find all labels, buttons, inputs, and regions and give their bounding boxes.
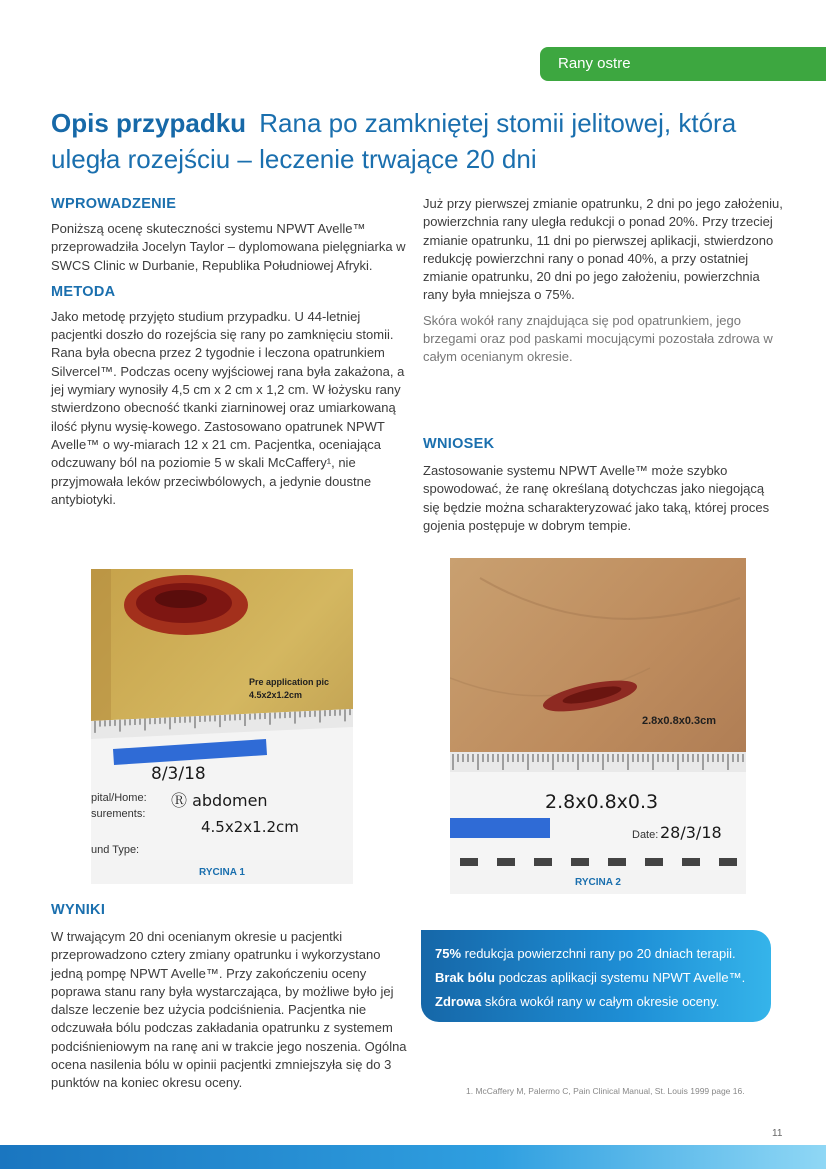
intro-heading: WPROWADZENIE (51, 196, 177, 212)
figure-2-label: 2.8x0.8x0.3cm (642, 715, 717, 727)
method-heading: METODA (51, 283, 116, 300)
summary-box (421, 930, 771, 1022)
figure-2-date-label: Date: (632, 829, 659, 841)
title-strong: Opis przypadku (51, 108, 247, 138)
conclusion-section (423, 436, 783, 535)
results-text: W trwającym 20 dni ocenianym okresie u pacjentki przeprowadzono cztery zmiany opatrunku i wykorzystano jedną pompę NPWT Avelle™. Przy zakończeniu oceny poprawa stanu rany była wystarczająca, by możliwe było jej dalsze leczenie bez użycia podciśnienia. Pacjentka nie odczuwała bólu podczas zakładania opatrunku z systemem podciśnieniowym na ranę ani w trakcie jego noszenia. Ogólna ocena nasilenia bólu w opinii pacjentki zmniejszyła się do 3 punktów na koniec okresu oceny. (51, 929, 407, 1091)
figure-2-caption: RYCINA 2 (575, 877, 621, 888)
ruler-block (608, 858, 626, 866)
summary-line-2-rest: podczas aplikacji systemu NPWT Avelle™. (494, 970, 746, 985)
bottom-gradient-bar (0, 1145, 826, 1169)
summary-line-3 (435, 990, 757, 1014)
summary-line-2-strong: Brak bólu (435, 970, 495, 985)
results-section (51, 902, 411, 1093)
ruler-block (682, 858, 700, 866)
results-progress-text: Już przy pierwszej zmianie opatrunku, 2 dni po jego założeniu, powierzchnia rany uległa redukcji o ponad 20%. Przy trzeciej zmianie opatrunku, 11 dni po pierwszej aplikacji, stwierdzono redukcję powierzchni rany o ponad 40%, a przy ostatniej zmianie opatrunku, 20 dni po jego założeniu, powierzchnia rany była mniejsza o 75%. (423, 196, 783, 303)
left-column-top (51, 196, 411, 509)
results-heading: WYNIKI (51, 902, 106, 918)
figure-1-form-line-2: surements: (91, 808, 146, 820)
skin-text: Skóra wokół rany znajdująca się pod opatrunkiem, jego brzegami oraz pod paskami mocującymi pozostała zdrowa w całym ocenianym okresie. (423, 312, 773, 365)
right-column-top (423, 195, 783, 367)
figure-1-form-line-1: pital/Home: (91, 792, 147, 804)
figure-1-label-2: 4.5x2x1.2cm (249, 690, 303, 700)
figure-1 (91, 569, 353, 884)
ruler-block (645, 858, 663, 866)
method-text: Jako metodę przyjęto studium przypadku. U 44-letniej pacjentki doszło do rozejścia się rany po zamknięciu stomii. Rana była obecna przez 2 tygodnie i leczona opatrunkiem Silvercel™. Podczas oceny wyjściowej rana była zakażona, a jej wymiary wynosiły 4,5 cm x 2 cm x 1,2 cm. W łożysku rany stwierdzono obecność tkanki ziarninowej oraz umiarkowaną ilość płynu wysię-kowego. Zastosowano opatrunek NPWT Avelle™ o wy-miarach 12 x 21 cm. Pacjentka, oceniająca odczuwany ból na poziomie 5 w skali McCaffery¹, nie przyjmowała leków przeciwbólowych, a jedynie doustne antybiotyki. (51, 308, 405, 507)
conclusion-text: Zastosowanie systemu NPWT Avelle™ może szybko spowodować, że ranę określaną dotychczas jako niegojącą się będzie można scharakteryzować jako taką, której proces gojenia postępuje w dobrym tempie. (423, 463, 770, 533)
section-tag: Rany ostre (540, 47, 826, 81)
figure-1-form-line-2-value: 4.5x2x1.2cm (201, 818, 299, 836)
summary-line-2 (435, 966, 757, 990)
figure-1-date: 8/3/18 (151, 764, 206, 784)
summary-line-3-strong: Zdrowa (435, 994, 482, 1009)
page-number: 11 (772, 1128, 783, 1139)
footnote: 1. McCaffery M, Palermo C, Pain Clinical Manual, St. Louis 1999 page 16. (466, 1086, 745, 1096)
figure-1-photo (91, 569, 353, 860)
summary-line-1 (435, 942, 757, 966)
figure-1-caption: RYCINA 1 (199, 867, 245, 878)
ruler-block (460, 858, 478, 866)
title-rest: Rana po zamkniętej stomii jelitowej, która uległa rozejściu – leczenie trwające 20 dni (51, 108, 737, 174)
ruler-block (497, 858, 515, 866)
ruler-block (719, 858, 737, 866)
figure-1-label-1: Pre application pic (249, 677, 330, 687)
figure-1-form-line-3: und Type: (91, 844, 140, 856)
summary-line-1-rest: redukcja powierzchni rany po 20 dniach terapii. (461, 946, 736, 961)
intro-text: Poniższą ocenę skuteczności systemu NPWT Avelle™ przeprowadziła Jocelyn Taylor – dyplomowana pielęgniarka w SWCS Clinic w Durbanie, Republika Południowej Afryki. (51, 221, 406, 273)
summary-line-3-rest: skóra wokół rany w całym okresie oceny. (481, 994, 720, 1009)
ruler-block (571, 858, 589, 866)
figure-2-handwriting: 2.8x0.8x0.3 (545, 791, 659, 813)
ruler-block (534, 858, 552, 866)
figure-2-photo (450, 558, 746, 870)
figure-2 (450, 558, 746, 894)
figure-2-date-value: 28/3/18 (660, 823, 722, 842)
page-title (51, 105, 811, 177)
conclusion-heading: WNIOSEK (423, 436, 495, 452)
summary-line-1-strong: 75% (435, 946, 462, 961)
figure-1-form-line-1-value: Ⓡ abdomen (171, 791, 268, 810)
